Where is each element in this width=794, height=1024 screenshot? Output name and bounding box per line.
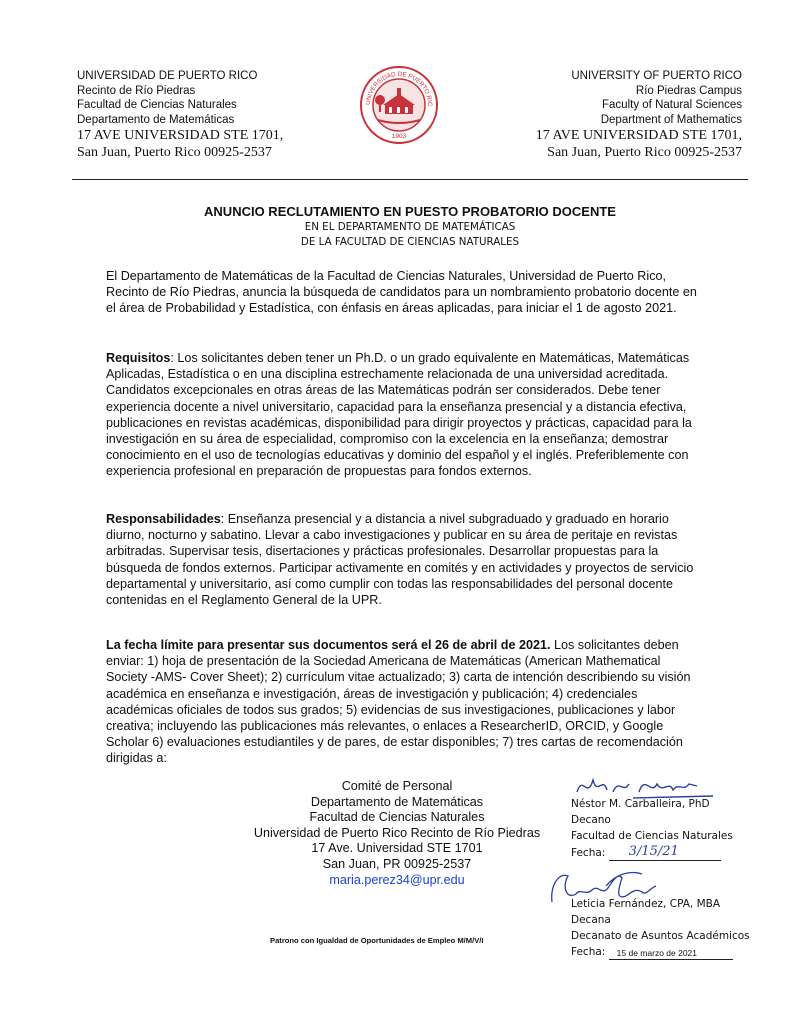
requisitos-text: : Los solicitantes deben tener un Ph.D. o un grado equivalente en Matemáticas, Matemáticas Aplicadas, Estadística o en una disciplina estrechamente relacionada de una universidad acreditada. Candidatos excepcionales en otras áreas de las Matemáticas podrán ser considerados. Debe tener experiencia docente a nivel universitario, capacidad para la enseñanza presencial y a distancia efectiva, publicaciones en revistas académicas, disponibilidad para dirigir proyectos y prácticas, capacidad para la investigación en su área de especialidad, compromiso con la excelencia en la enseñanza; demostrar conocimiento en el uso de tecnologías educativas y dominio del español y el inglés. Preferiblemente con experiencia profesional en preparación de propuestas para fondos externos. — [106, 351, 692, 479]
header-left-line3: Facultad de Ciencias Naturales — [77, 99, 237, 111]
responsabilidades-label: Responsabilidades — [106, 512, 221, 526]
dean2-unit: Decanato de Asuntos Académicos — [571, 930, 750, 942]
responsabilidades-text: : Enseñanza presencial y a distancia a nivel subgraduado y graduado en horario diurno, nocturno y sabatino. Llevar a cabo investigaciones y publicar en su área de peritaje en revistas arbitradas. Supervisar tesis, disertaciones y prácticas profesionales. Desarrollar propuestas para la búsqueda de fondos externos. Participar activamente en comités y en actividades y proyectos de servicio departamental y universitario, así como cumplir con todas las responsabilidades del personal docente contenidas en el Reglamento General de la UPR. — [106, 512, 694, 608]
seal-text: UNIVERSIDAD DE PUERTO RIC — [364, 70, 434, 107]
dean2-fecha-label: Fecha: — [571, 946, 606, 958]
address-line1: Comité de Personal — [341, 779, 453, 793]
contact-email[interactable]: maria.perez34@upr.edu — [329, 872, 465, 887]
address-line2: Departamento de Matemáticas — [310, 794, 484, 809]
dean1-date-row — [571, 844, 733, 861]
header-right-line6: San Juan, Puerto Rico 00925-2537 — [547, 145, 742, 160]
document-title: ANUNCIO RECLUTAMIENTO EN PUESTO PROBATORIO DOCENTE — [204, 204, 616, 219]
header-right-line5: 17 AVE UNIVERSIDAD STE 1701, — [535, 128, 742, 143]
requisitos-label: Requisitos — [106, 351, 171, 365]
header-right-line1: UNIVERSITY OF PUERTO RICO — [571, 70, 742, 82]
address-line4: Universidad de Puerto Rico Recinto de Río Piedras — [253, 825, 541, 840]
requisitos-paragraph — [106, 350, 698, 480]
header-left-line1: UNIVERSIDAD DE PUERTO RICO — [77, 70, 258, 82]
dean2-fecha-field — [609, 947, 733, 960]
header-right — [536, 69, 742, 161]
dean1-fecha-field — [609, 844, 721, 861]
fecha-limite-paragraph — [106, 637, 698, 767]
dean1-name: Néstor M. Carballeira, PhD — [571, 798, 710, 810]
dean2-name: Leticia Fernández, CPA, MBA — [571, 898, 721, 910]
header-left-line4: Departamento de Matemáticas — [77, 113, 235, 126]
dean1-fecha-value: 3/15/21 — [628, 844, 679, 859]
document-subtitle-1: EN EL DEPARTAMENTO DE MATEMÁTICAS — [304, 221, 516, 233]
dean1-block — [571, 796, 733, 861]
intro-paragraph: El Departamento de Matemáticas de la Facultad de Ciencias Naturales, Universidad de Puerto Rico, Recinto de Río Piedras, anuncia la búsqueda de candidatos para un nombramiento probatorio docente en el área de Probabilidad y Estadística, con énfasis en áreas aplicadas, para iniciar el 1 de agosto 2021. — [106, 269, 697, 316]
title-block — [72, 204, 748, 250]
mailing-address — [222, 779, 572, 888]
responsabilidades-paragraph — [106, 511, 698, 608]
dean2-fecha-value: 15 de marzo de 2021 — [616, 948, 698, 958]
equal-opportunity-footnote: Patrono con Igualdad de Oportunidades de Empleo M/M/V/I — [270, 936, 484, 945]
header-left-line5: 17 AVE UNIVERSIDAD STE 1701, — [77, 128, 284, 143]
address-line3: Facultad de Ciencias Naturales — [309, 810, 485, 825]
address-line6: San Juan, PR 00925-2537 — [322, 856, 472, 871]
header-right-line2: Río Piedras Campus — [635, 84, 742, 97]
header-left — [77, 69, 283, 161]
header-divider — [72, 179, 748, 180]
header-left-line6: San Juan, Puerto Rico 00925-2537 — [77, 145, 272, 160]
fecha-limite-text: Los solicitantes deben enviar: 1) hoja de presentación de la Sociedad Americana de Matemáticas (American Mathematical Society -AMS- Cover Sheet); 2) currículum vitae actualizado; 3) carta de intención describiendo su visión académica en enseñanza e investigación, áreas de investigación y publicación; 4) credenciales académicas oficiales de todos sus grados; 5) evidencias de sus investigaciones, publicaciones y labor creativa; incluyendo las publicaciones más relevantes, o enlaces a ResearcherID, ORCID, y Google Scholar 6) evaluaciones estudiantiles y de pares, de estar disponibles; 7) tres cartas de recomendación dirigidas a: — [106, 638, 691, 766]
document-subtitle-2: DE LA FACULTAD DE CIENCIAS NATURALES — [300, 236, 520, 248]
dean1-title: Decano — [571, 814, 611, 826]
fecha-limite-bold: La fecha límite para presentar sus documentos será el 26 de abril de 2021. — [106, 638, 551, 652]
university-seal — [358, 64, 440, 154]
dean1-fecha-label: Fecha: — [571, 847, 606, 859]
seal-year: 1903 — [391, 133, 407, 140]
address-line5: 17 Ave. Universidad STE 1701 — [311, 841, 483, 856]
header-right-line4: Department of Mathematics — [600, 113, 742, 126]
dean2-date-row — [571, 944, 750, 960]
header-left-line2: Recinto de Río Piedras — [77, 84, 196, 97]
dean2-title: Decana — [571, 914, 611, 926]
dean1-unit: Facultad de Ciencias Naturales — [571, 830, 733, 842]
header-right-line3: Faculty of Natural Sciences — [602, 99, 742, 111]
dean2-block — [571, 896, 750, 960]
